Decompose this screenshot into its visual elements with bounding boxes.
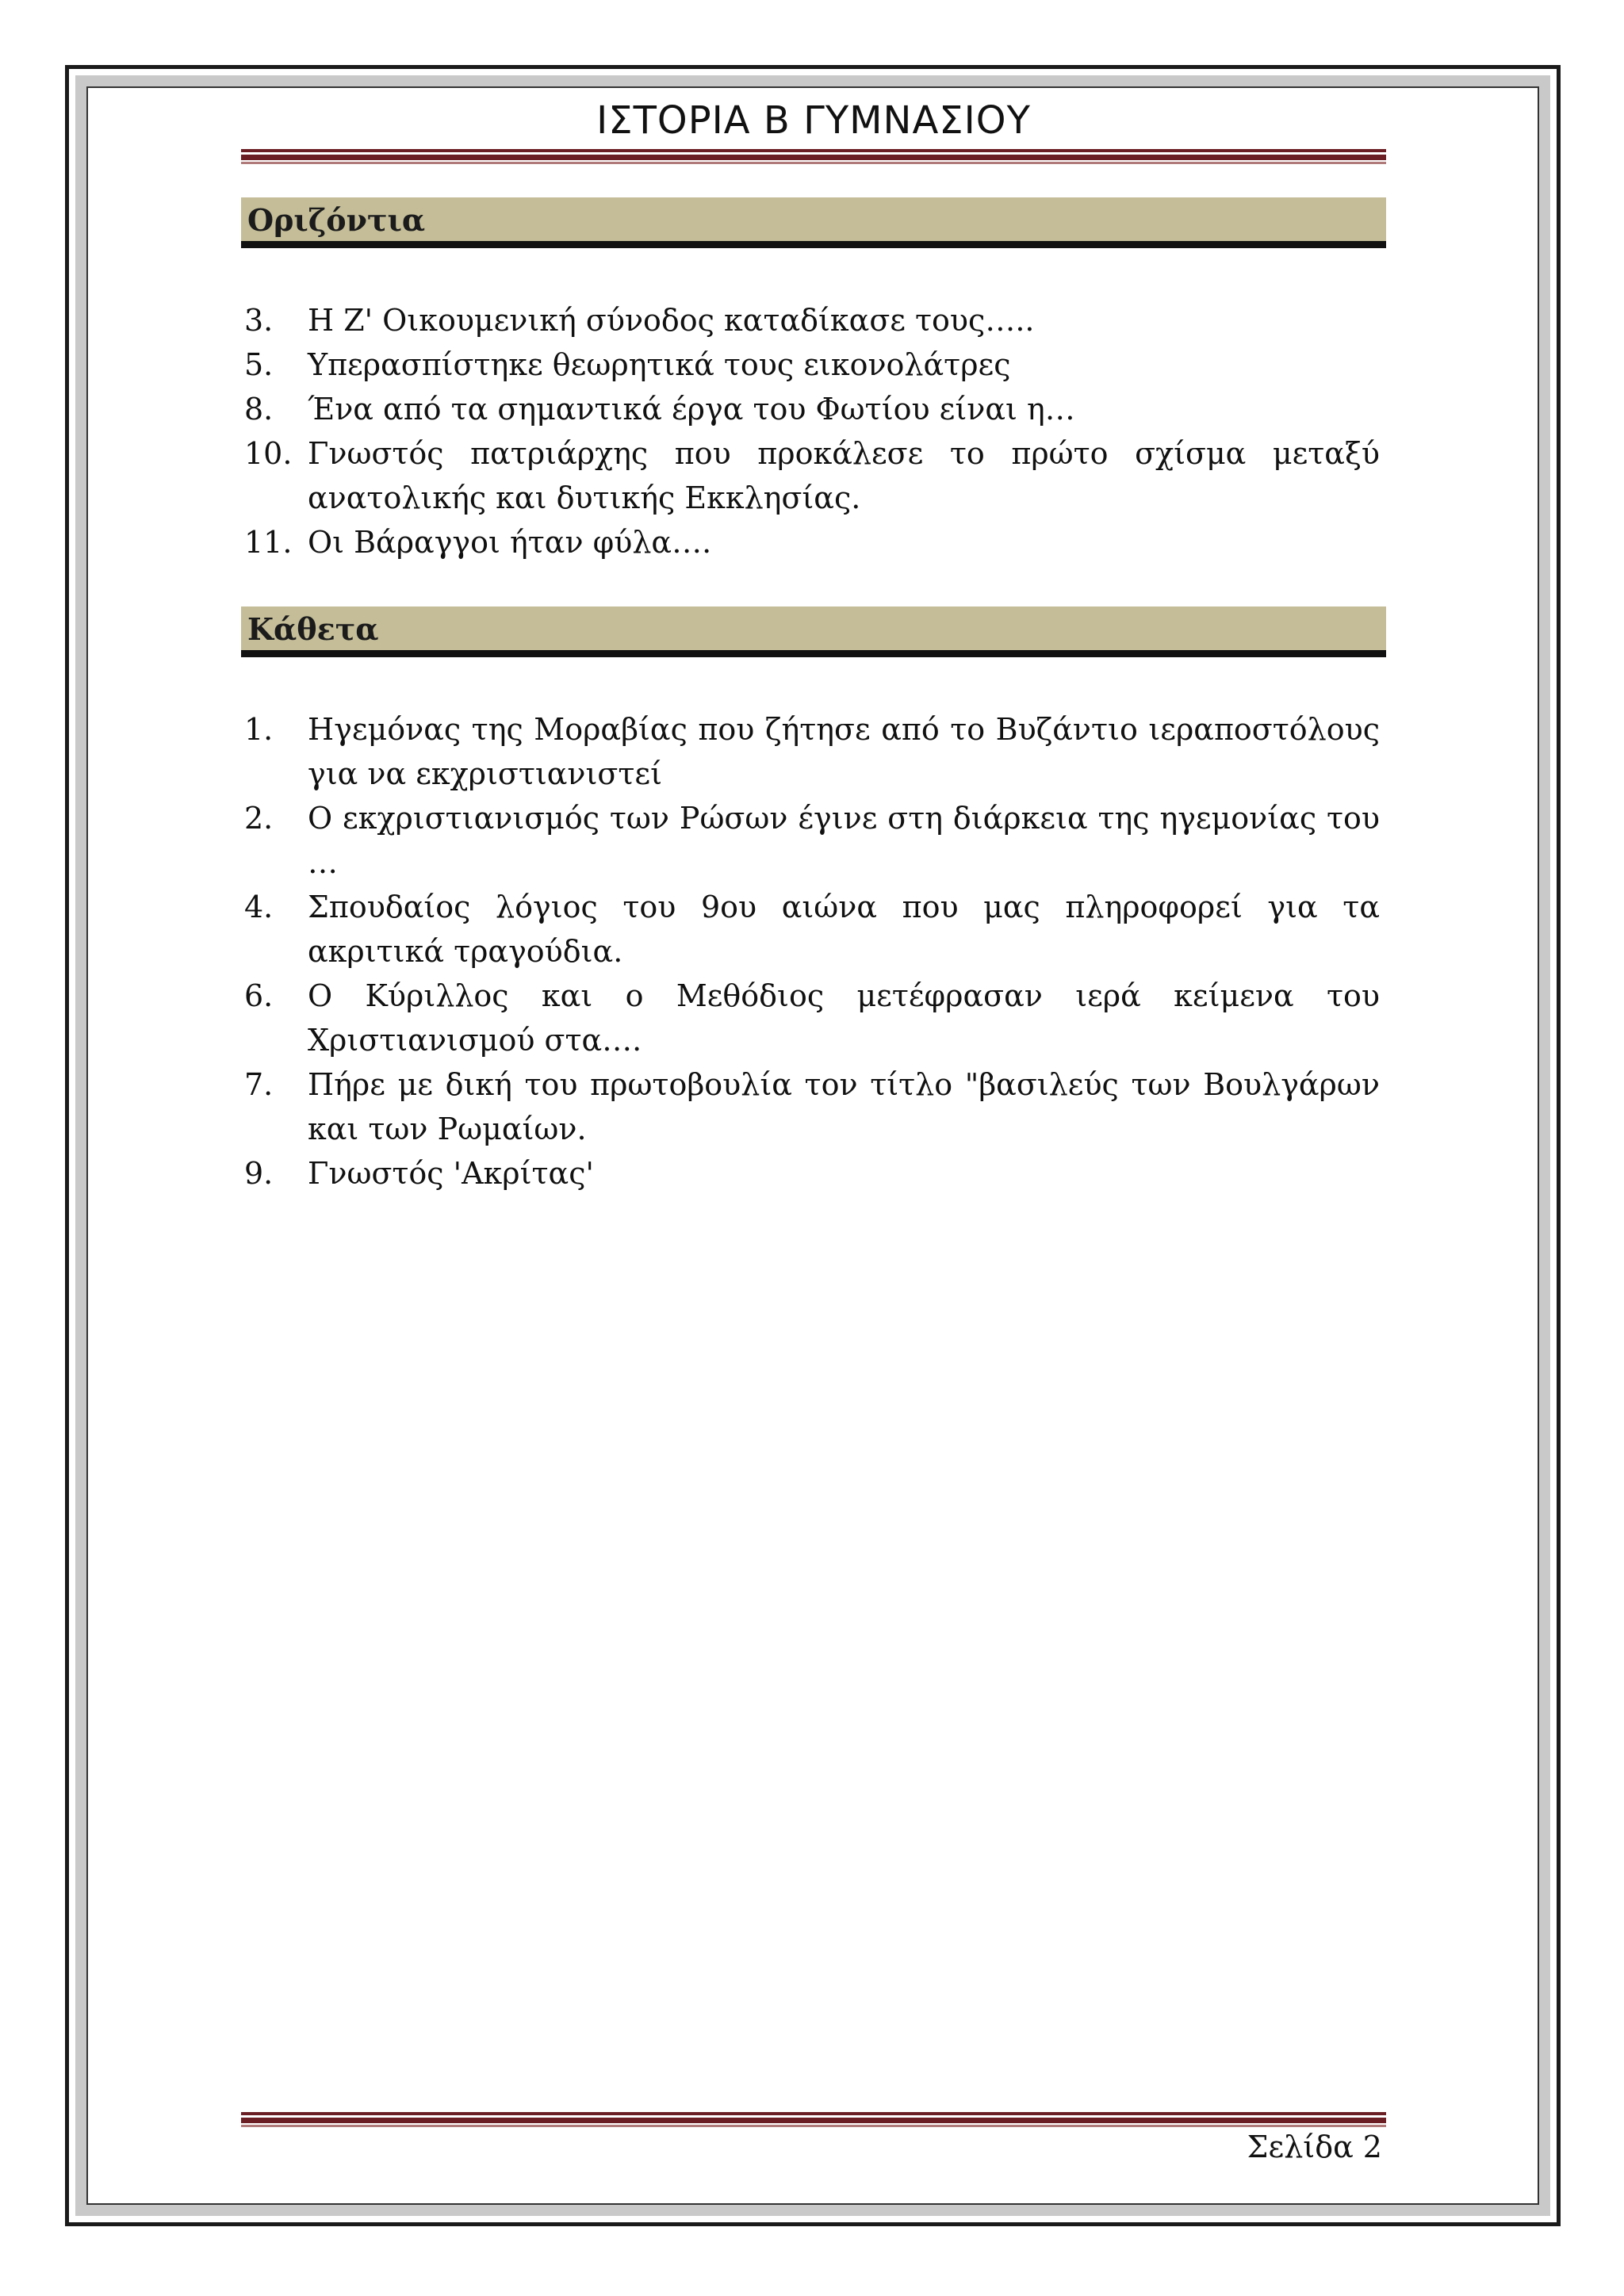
- clue-list-horizontal: [241, 298, 1380, 564]
- clue-number: 5.: [244, 347, 274, 382]
- clue-item: [241, 974, 1380, 1062]
- clue-item: [241, 431, 1380, 520]
- clue-text: Ο εκχριστιανισμός των Ρώσων έγινε στη διάρκεια της ηγεμονίας του …: [308, 801, 1380, 880]
- clue-item: [241, 387, 1380, 431]
- clue-number: 4.: [244, 890, 274, 924]
- clue-text: Ο Κύριλλος και ο Μεθόδιος μετέφρασαν ιερά κείμενα του Χριστιανισμού στα….: [308, 978, 1380, 1058]
- clue-number: 9.: [244, 1156, 274, 1191]
- clue-number: 11.: [244, 525, 293, 560]
- clue-item: [241, 885, 1380, 974]
- page-number: Σελίδα 2: [1247, 2130, 1382, 2164]
- document-header-title: ΙΣΤΟΡΙΑ Β ΓΥΜΝΑΣΙΟΥ: [596, 98, 1031, 143]
- clue-item: [241, 707, 1380, 796]
- footer-rule: [241, 2112, 1386, 2128]
- clue-number: 1.: [244, 712, 274, 747]
- clue-text: Γνωστός 'Ακρίτας': [308, 1156, 594, 1191]
- clue-text: Ένα από τα σημαντικά έργα του Φωτίου είναι η…: [308, 392, 1075, 427]
- clue-item: [241, 796, 1380, 885]
- clue-number: 10.: [244, 436, 293, 471]
- section-title-horizontal: Οριζόντια: [247, 202, 426, 238]
- clue-text: Η Ζ' Οικουμενική σύνοδος καταδίκασε τους…..: [308, 303, 1035, 338]
- clue-number: 6.: [244, 978, 274, 1013]
- clue-number: 2.: [244, 801, 274, 836]
- clue-text: Οι Βάραγγοι ήταν φύλα….: [308, 525, 712, 560]
- header-rule: [241, 149, 1386, 165]
- clue-number: 3.: [244, 303, 274, 338]
- clue-item: [241, 1151, 1380, 1196]
- clue-item: [241, 342, 1380, 387]
- clue-number: 8.: [244, 392, 274, 427]
- section-title-vertical: Κάθετα: [247, 611, 379, 647]
- clue-item: [241, 520, 1380, 564]
- clue-list-vertical: [241, 707, 1380, 1196]
- clue-item: [241, 298, 1380, 342]
- clue-number: 7.: [244, 1067, 274, 1102]
- clue-item: [241, 1062, 1380, 1151]
- clue-text: Ηγεμόνας της Μοραβίας που ζήτησε από το Βυζάντιο ιεραποστόλους για να εκχριστιανιστεί: [308, 712, 1380, 791]
- clue-text: Σπουδαίος λόγιος του 9ου αιώνα που μας πληροφορεί για τα ακριτικά τραγούδια.: [308, 890, 1380, 969]
- clue-text: Πήρε με δική του πρωτοβουλία τον τίτλο "βασιλεύς των Βουλγάρων και των Ρωμαίων.: [308, 1067, 1380, 1146]
- clue-text: Γνωστός πατριάρχης που προκάλεσε το πρώτο σχίσμα μεταξύ ανατολικής και δυτικής Εκκλησίας.: [308, 436, 1380, 515]
- clue-text: Υπερασπίστηκε θεωρητικά τους εικονολάτρες: [308, 347, 1011, 382]
- section-header-horizontal: [241, 197, 1386, 248]
- section-header-vertical: [241, 607, 1386, 657]
